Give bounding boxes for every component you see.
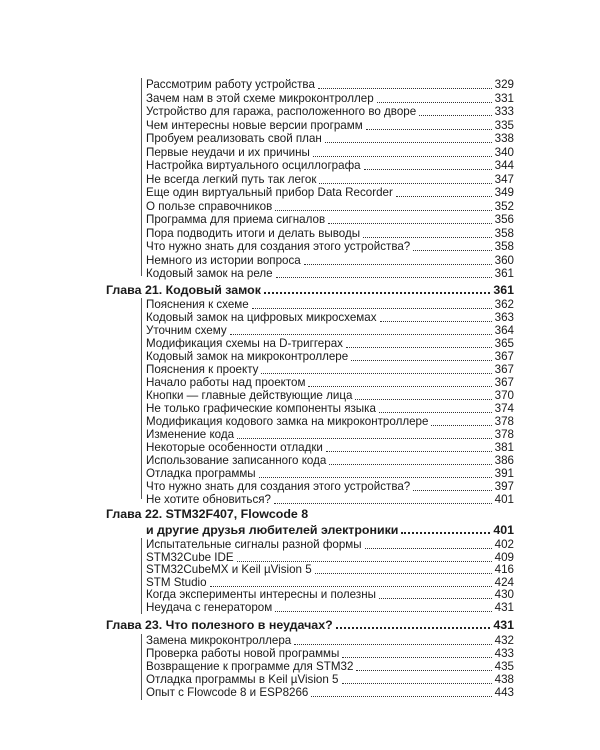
- toc-entry[interactable]: Еще один виртуальный прибор Data Recorder 349: [146, 186, 514, 199]
- toc-entry[interactable]: Пояснения к схеме 362: [146, 298, 514, 311]
- chapter-21-heading[interactable]: Глава 21. Кодовый замок 361: [106, 283, 514, 297]
- toc-entry[interactable]: Возвращение к программе для STM32 435: [146, 660, 514, 673]
- toc-entry[interactable]: STM Studio 424: [146, 575, 514, 589]
- chapter-22-heading-line1[interactable]: Глава 22. STM32F407, Flowcode 8: [106, 507, 309, 521]
- chapter-22-heading[interactable]: и другие друзья любителей электроники 401: [146, 523, 514, 537]
- toc-entry[interactable]: Модификация схемы на D-триггерах 365: [146, 337, 514, 350]
- toc-entry[interactable]: Немного из истории вопроса 360: [146, 253, 514, 267]
- toc-entry[interactable]: Модификация кодового замка на микроконтроллере 378: [146, 415, 514, 428]
- toc-entry[interactable]: Уточним схему 364: [146, 324, 514, 337]
- toc-entry[interactable]: Не всегда легкий путь так легок 347: [146, 172, 514, 186]
- section-rule: [141, 538, 142, 614]
- toc-entry[interactable]: Замена микроконтроллера 432: [146, 634, 514, 647]
- toc-entry[interactable]: Испытательные сигналы разной формы 402: [146, 538, 514, 551]
- toc-entry[interactable]: Изменение кода 378: [146, 428, 514, 441]
- toc-entry[interactable]: Рассмотрим работу устройства 329: [146, 78, 514, 91]
- toc-entry[interactable]: Начало работы над проектом 367: [146, 376, 514, 389]
- toc-entry[interactable]: STM32CubeMX и Keil µVision 5 416: [146, 563, 514, 576]
- toc-entry[interactable]: Первые неудачи и их причины 340: [146, 145, 514, 159]
- toc-entry[interactable]: Отладка программы в Keil µVision 5 438: [146, 673, 514, 686]
- toc-entry[interactable]: Кнопки — главные действующие лица 370: [146, 389, 514, 402]
- toc-entry[interactable]: Чем интересны новые версии программ 335: [146, 118, 514, 132]
- toc-entry[interactable]: Пора подводить итоги и делать выводы 358: [146, 226, 514, 240]
- toc-entry[interactable]: Кодовый замок на микроконтроллере 367: [146, 350, 514, 363]
- toc-entry[interactable]: Когда эксперименты интересны и полезны 430: [146, 588, 514, 601]
- chapter-23-heading[interactable]: Глава 23. Что полезного в неудачах? 431: [106, 618, 514, 632]
- toc-entry[interactable]: Опыт с Flowcode 8 и ESP8266 443: [146, 686, 514, 699]
- toc-entry[interactable]: О пользе справочников 352: [146, 199, 514, 213]
- toc-entry[interactable]: Не хотите обновиться? 401: [146, 493, 514, 506]
- toc-entry[interactable]: STM32Cube IDE 409: [146, 550, 514, 564]
- toc-entry[interactable]: Настройка виртуального осциллографа 344: [146, 159, 514, 172]
- toc-entry[interactable]: Использование записанного кода 386: [146, 454, 514, 467]
- toc-entry[interactable]: Что нужно знать для создания этого устройства? 358: [146, 240, 514, 253]
- toc-entry[interactable]: Устройство для гаража, расположенного во дворе 333: [146, 105, 514, 118]
- toc-entry[interactable]: Некоторые особенности отладки 381: [146, 441, 514, 454]
- toc-entry[interactable]: Кодовый замок на цифровых микросхемах 363: [146, 311, 514, 324]
- toc-entry[interactable]: Пробуем реализовать свой план 338: [146, 132, 514, 145]
- toc-entry[interactable]: Пояснения к проекту 367: [146, 363, 514, 376]
- toc-entry[interactable]: Неудача с генератором 431: [146, 600, 514, 614]
- toc-entry[interactable]: Кодовый замок на реле 361: [146, 267, 514, 280]
- section-rule: [141, 298, 142, 499]
- toc-entry[interactable]: Отладка программы 391: [146, 467, 514, 480]
- toc-entry[interactable]: Зачем нам в этой схеме микроконтроллер 331: [146, 91, 514, 105]
- toc-entry[interactable]: Что нужно знать для создания этого устройства? 397: [146, 480, 514, 493]
- section-rule: [141, 78, 142, 276]
- section-rule: [141, 634, 142, 700]
- toc-entry[interactable]: Проверка работы новой программы 433: [146, 647, 514, 660]
- toc-entry[interactable]: Не только графические компоненты языка 374: [146, 402, 514, 415]
- toc-entry[interactable]: Программа для приема сигналов 356: [146, 213, 514, 226]
